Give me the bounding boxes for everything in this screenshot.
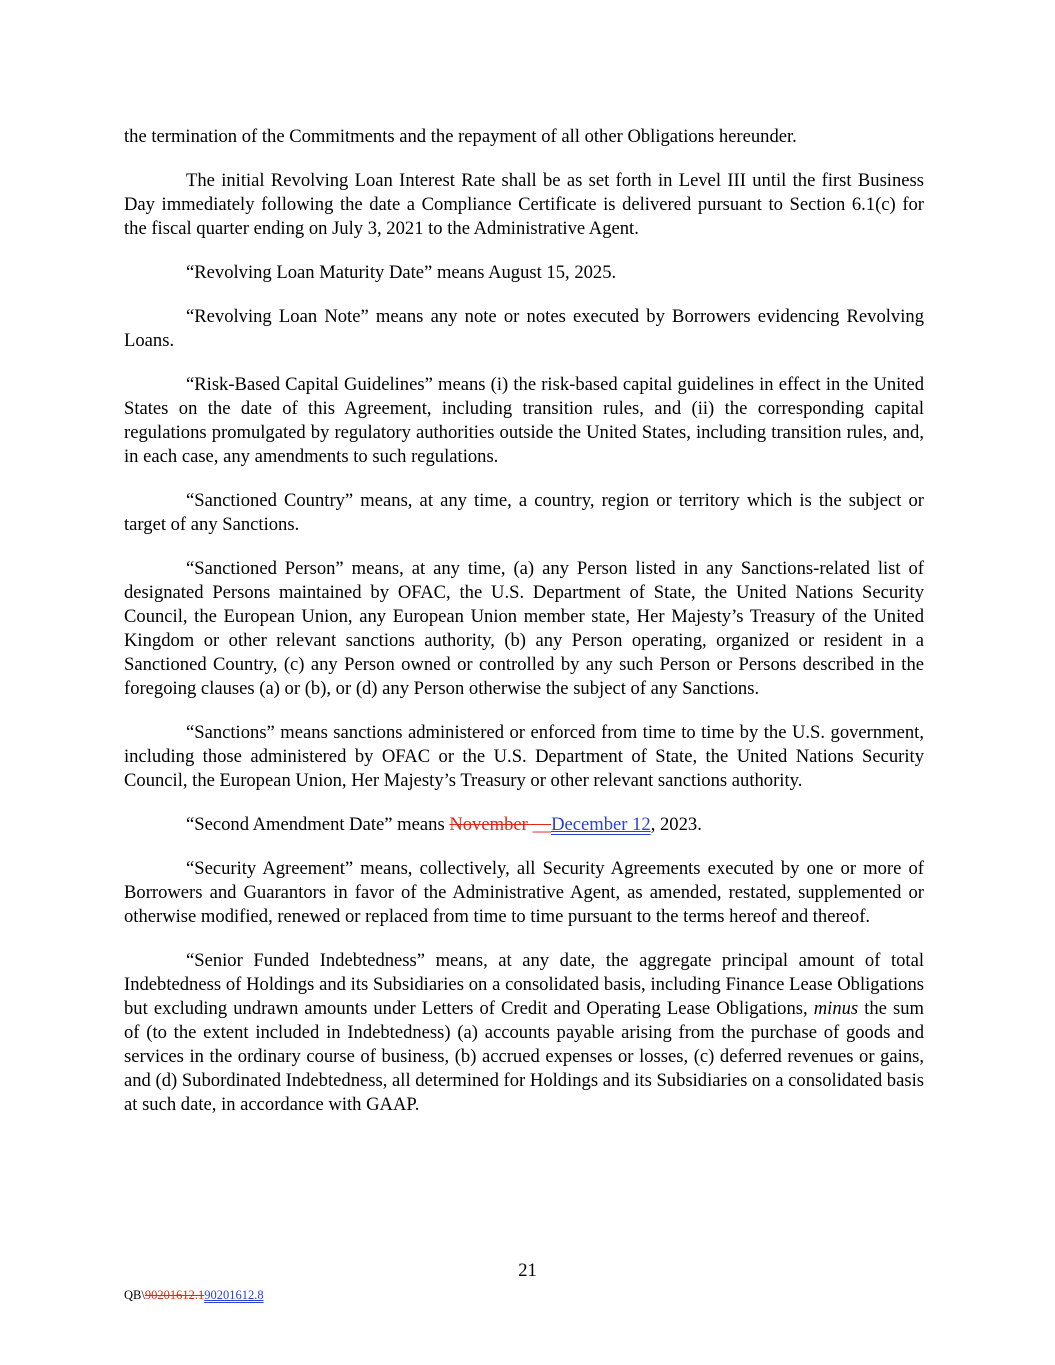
second-amendment-suffix: , 2023. [650,814,702,835]
definition-sanctioned-person: “Sanctioned Person” means, at any time, (a) any Person listed in any Sanctions-related list of designated Persons maintained by OFAC, the U.S. Department of State, the United Nations Security Council, the European Union, any European Union member state, Her Majesty’s Treasury of the United Kingdom or other relevant sanctions authority, (b) any Person operating, organized or resident in a Sanctioned Country, (c) any Person owned or controlled by any such Person or Persons described in the foregoing clauses (a) or (b), or (d) any Person otherwise the subject of any Sanctions. [124,558,924,699]
definition-revolving-loan-note: “Revolving Loan Note” means any note or notes executed by Borrowers evidencing Revolving Loans. [124,306,924,351]
senior-funded-after: the sum of (to the extent included in Indebtedness) (a) accounts payable arising from the purchase of goods and services in the ordinary course of business, (b) accrued expenses or losses, (c) deferred revenues or gains, and (d) Subordinated Indebtedness, all determined for Holdings and its Subsidiaries on a consolidated basis at such date, in accordance with GAAP. [124,998,924,1115]
footer-deleted-id: 90201612.1 [144,1288,205,1302]
paragraph-continuation: the termination of the Commitments and the repayment of all other Obligations hereunder. [124,126,797,147]
definition-sanctioned-country: “Sanctioned Country” means, at any time, a country, region or territory which is the subject or target of any Sanctions. [124,490,924,535]
definition-security-agreement: “Security Agreement” means, collectively, all Security Agreements executed by one or more of Borrowers and Guarantors in favor of the Administrative Agent, as amended, restated, supplemented or otherwise modified, renewed or replaced from time to time pursuant to the terms hereof and thereof. [124,858,924,927]
document-id-footer [124,1288,264,1303]
definition-second-amendment-date [124,813,924,837]
definition-senior-funded-indebtedness [124,949,924,1117]
footer-prefix: QB\ [124,1288,145,1302]
definition-sanctions: “Sanctions” means sanctions administered or enforced from time to time by the U.S. government, including those administered by OFAC or the U.S. Department of State, the United Nations Security Council, the European Union, Her Majesty’s Treasury or other relevant sanctions authority. [124,722,924,791]
paragraph-initial-interest-rate: The initial Revolving Loan Interest Rate shall be as set forth in Level III until the first Business Day immediately following the date a Compliance Certificate is delivered pursuant to Section 6.1(c) for the fiscal quarter ending on July 3, 2021 to the Administrative Agent. [124,170,924,239]
second-amendment-prefix: “Second Amendment Date” means [186,814,450,835]
deleted-text: November __ [449,814,552,835]
definition-revolving-loan-maturity-date: “Revolving Loan Maturity Date” means August 15, 2025. [186,262,617,283]
page-number: 21 [518,1260,537,1281]
document-body [124,125,924,1137]
inserted-text: December 12 [551,814,651,835]
senior-funded-before: “Senior Funded Indebtedness” means, at any date, the aggregate principal amount of total Indebtedness of Holdings and its Subsidiaries on a consolidated basis, including Finance Lease Obligations but excluding undrawn amounts under Letters of Credit and Operating Lease Obligations, [124,950,924,1019]
definition-risk-based-capital-guidelines: “Risk-Based Capital Guidelines” means (i) the risk-based capital guidelines in effect in the United States on the date of this Agreement, including transition rules, and (ii) the corresponding capital regulations promulgated by regulatory authorities outside the United States, including transition rules, and, in each case, any amendments to such regulations. [124,374,924,467]
senior-funded-italic: minus [813,998,859,1019]
footer-inserted-id: 90201612.8 [204,1288,264,1302]
